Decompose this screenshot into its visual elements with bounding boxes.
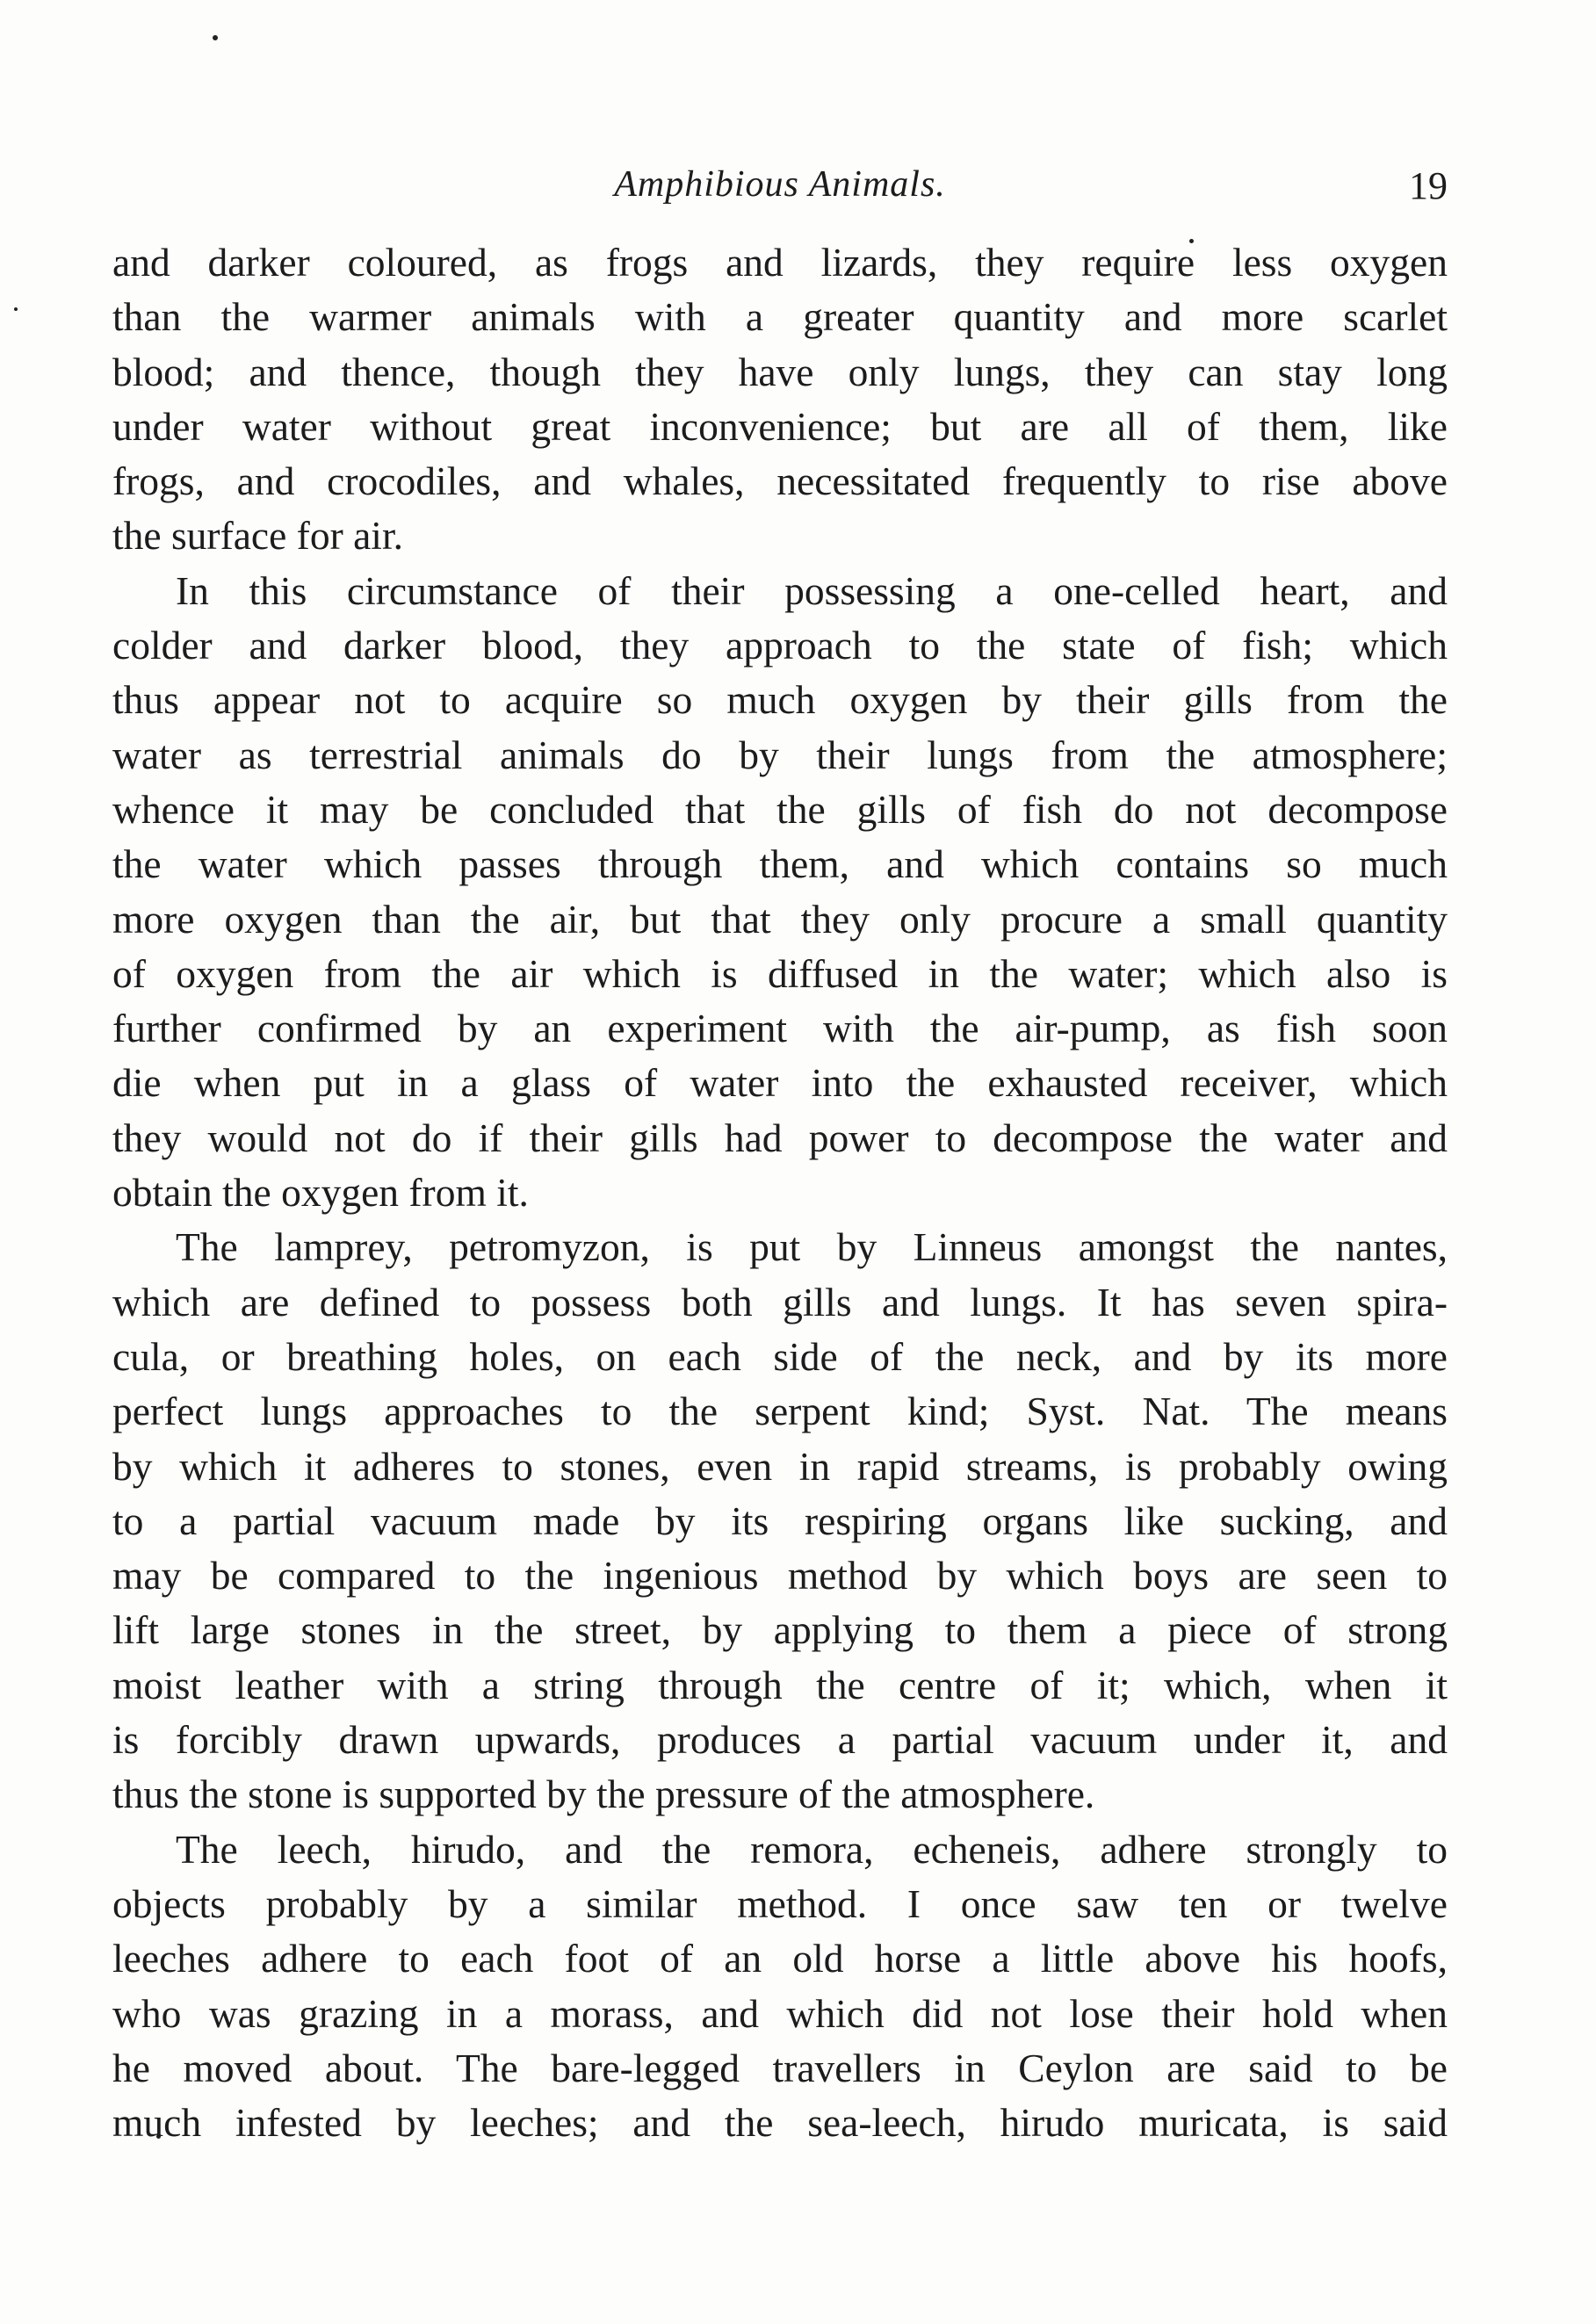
- text-line: perfect lungs approaches to the serpent kind; Syst. Nat. The means: [112, 1389, 1448, 1434]
- text-line: whence it may be concluded that the gills of fish do not decompose: [112, 786, 1448, 832]
- text-line: In this circumstance of their possessing a one-celled heart, and: [176, 567, 1448, 613]
- body-text: [112, 235, 1448, 2150]
- ink-speck: [14, 307, 18, 311]
- text-line: obtain the oxygen from it.: [112, 1170, 529, 1216]
- text-line: frogs, and crocodiles, and whales, necessitated frequently to rise above: [112, 458, 1448, 504]
- text-line: to a partial vacuum made by its respiring organs like sucking, and: [112, 1498, 1448, 1543]
- text-line: he moved about. The bare-legged travellers in Ceylon are said to be: [112, 2045, 1448, 2090]
- text-line: the water which passes through them, and which contains so much: [112, 841, 1448, 887]
- text-line: thus the stone is supported by the pressure of the atmosphere.: [112, 1772, 1095, 1817]
- paragraph: [112, 1220, 1448, 1822]
- text-line: more oxygen than the air, but that they only procure a small quantity: [112, 896, 1448, 942]
- text-line: the surface for air.: [112, 513, 403, 559]
- text-line: The leech, hirudo, and the remora, echeneis, adhere strongly to: [176, 1826, 1448, 1872]
- text-line: by which it adheres to stones, even in rapid streams, is probably owing: [112, 1443, 1448, 1489]
- text-line: blood; and thence, though they have only lungs, they can stay long: [112, 349, 1448, 394]
- text-line: The lamprey, petromyzon, is put by Linneus amongst the nantes,: [176, 1224, 1448, 1270]
- text-line: moist leather with a string through the centre of it; which, when it: [112, 1662, 1448, 1707]
- text-line: they would not do if their gills had power to decompose the water and: [112, 1115, 1448, 1160]
- text-line: leeches adhere to each foot of an old horse a little above his hoofs,: [112, 1936, 1448, 1981]
- page-number: 19: [1409, 164, 1448, 207]
- text-line: die when put in a glass of water into the exhausted receiver, which: [112, 1060, 1448, 1106]
- running-title: Amphibious Animals.: [614, 164, 946, 205]
- text-line: cula, or breathing holes, on each side of the neck, and by its more: [112, 1333, 1448, 1379]
- text-line: lift large stones in the street, by applying to them a piece of strong: [112, 1607, 1448, 1653]
- text-line: which are defined to possess both gills and lungs. It has seven spira-: [112, 1279, 1448, 1324]
- text-line: is forcibly drawn upwards, produces a partial vacuum under it, and: [112, 1717, 1448, 1763]
- text-line: and darker coloured, as frogs and lizards, they require less oxygen: [112, 240, 1448, 285]
- text-line: much infested by leeches; and the sea-leech, hirudo muricata, is said: [112, 2100, 1448, 2146]
- paragraph: [112, 1822, 1448, 2151]
- ink-speck: [213, 35, 218, 40]
- text-line: water as terrestrial animals do by their lungs from the atmosphere;: [112, 732, 1448, 777]
- paragraph: [112, 564, 1448, 1221]
- page-header: [112, 156, 1448, 218]
- text-line: under water without great inconvenience; but are all of them, like: [112, 403, 1448, 449]
- text-line: may be compared to the ingenious method by which boys are seen to: [112, 1553, 1448, 1599]
- paragraph: [112, 235, 1448, 564]
- text-line: than the warmer animals with a greater quantity and more scarlet: [112, 294, 1448, 340]
- text-line: who was grazing in a morass, and which did not lose their hold when: [112, 1990, 1448, 2036]
- text-line: objects probably by a similar method. I once saw ten or twelve: [112, 1880, 1448, 1926]
- text-line: of oxygen from the air which is diffused in the water; which also is: [112, 950, 1448, 996]
- text-line: further confirmed by an experiment with the air-pump, as fish soon: [112, 1006, 1448, 1051]
- text-line: colder and darker blood, they approach to the state of fish; which: [112, 623, 1448, 668]
- text-line: thus appear not to acquire so much oxygen by their gills from the: [112, 677, 1448, 723]
